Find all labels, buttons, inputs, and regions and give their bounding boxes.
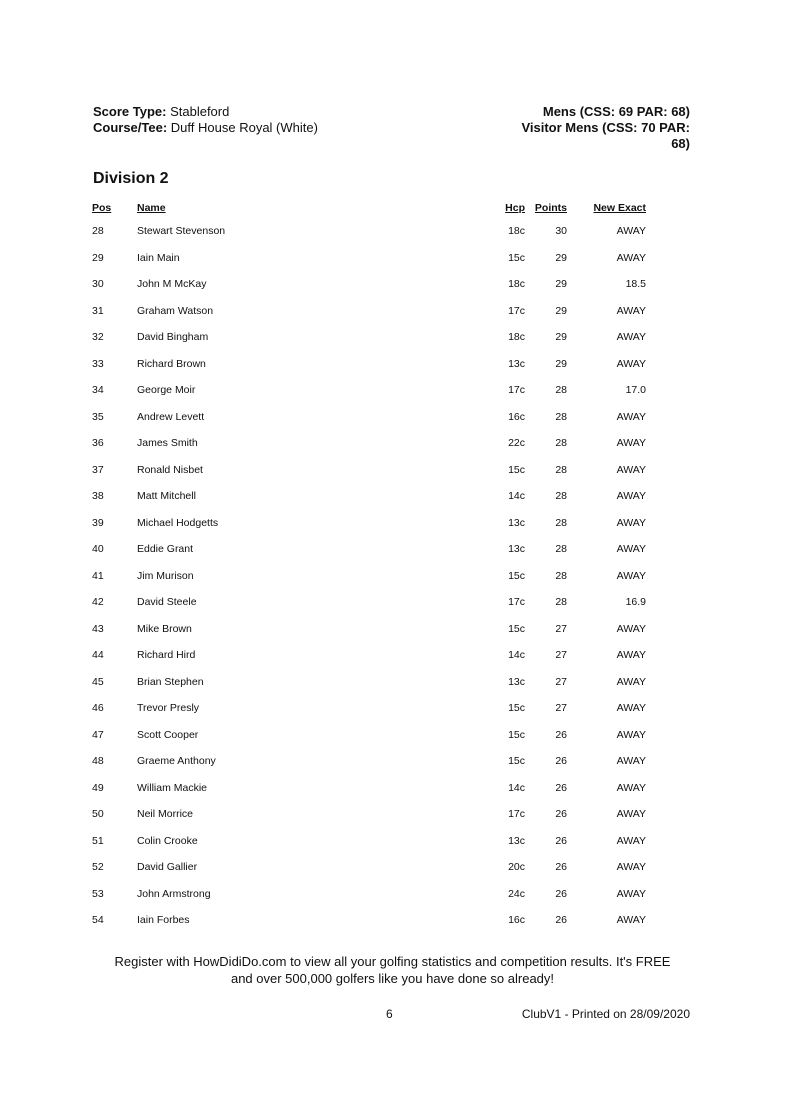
cell-points: 26 [555, 834, 567, 847]
cell-hcp: 14c [508, 781, 525, 794]
cell-new-exact: AWAY [616, 569, 646, 582]
cell-pos: 42 [92, 596, 104, 609]
cell-name: John Armstrong [137, 887, 211, 900]
cell-pos: 39 [92, 516, 104, 529]
table-row [85, 616, 646, 643]
table-row [85, 351, 646, 378]
visitor-mens-css-par-line1: Visitor Mens (CSS: 70 PAR: [521, 120, 690, 135]
cell-name: John M McKay [137, 278, 207, 291]
cell-points: 29 [555, 331, 567, 344]
course-tee-label: Course/Tee: [93, 120, 168, 135]
table-row [85, 801, 646, 828]
cell-pos: 43 [92, 622, 104, 635]
cell-new-exact: AWAY [616, 675, 646, 688]
cell-name: Colin Crooke [137, 834, 198, 847]
cell-name: Iain Forbes [137, 914, 190, 927]
table-row [85, 404, 646, 431]
cell-hcp: 15c [508, 755, 525, 768]
cell-pos: 38 [92, 490, 104, 503]
table-row [85, 563, 646, 590]
cell-pos: 29 [92, 251, 104, 264]
cell-points: 28 [555, 410, 567, 423]
cell-new-exact: AWAY [616, 808, 646, 821]
cell-hcp: 15c [508, 463, 525, 476]
cell-name: James Smith [137, 437, 198, 450]
cell-name: David Steele [137, 596, 197, 609]
cell-hcp: 24c [508, 887, 525, 900]
cell-hcp: 15c [508, 569, 525, 582]
table-row [85, 324, 646, 351]
cell-points: 26 [555, 914, 567, 927]
score-info [93, 104, 318, 136]
cell-hcp: 17c [508, 384, 525, 397]
cell-hcp: 15c [508, 251, 525, 264]
table-row [85, 536, 646, 563]
cell-pos: 34 [92, 384, 104, 397]
table-row [85, 854, 646, 881]
cell-pos: 53 [92, 887, 104, 900]
table-row [85, 483, 646, 510]
cell-points: 28 [555, 596, 567, 609]
cell-hcp: 15c [508, 622, 525, 635]
cell-name: Michael Hodgetts [137, 516, 219, 529]
table-row [85, 298, 646, 325]
column-header-new-exact[interactable]: New Exact [593, 202, 646, 214]
column-header-points[interactable]: Points [534, 202, 567, 214]
table-row [85, 457, 646, 484]
cell-hcp: 16c [508, 410, 525, 423]
cell-new-exact: AWAY [616, 543, 646, 556]
cell-name: Brian Stephen [137, 675, 204, 688]
cell-pos: 31 [92, 304, 104, 317]
cell-points: 28 [555, 516, 567, 529]
cell-pos: 52 [92, 861, 104, 874]
cell-hcp: 17c [508, 304, 525, 317]
cell-new-exact: 18.5 [625, 278, 646, 291]
results-table [85, 198, 646, 934]
cell-points: 28 [555, 569, 567, 582]
table-row [85, 642, 646, 669]
table-row [85, 828, 646, 855]
cell-name: Graeme Anthony [137, 755, 216, 768]
cell-hcp: 13c [508, 357, 525, 370]
cell-new-exact: AWAY [616, 331, 646, 344]
cell-hcp: 17c [508, 596, 525, 609]
cell-name: David Gallier [137, 861, 198, 874]
cell-points: 26 [555, 861, 567, 874]
cell-name: Matt Mitchell [137, 490, 196, 503]
visitor-mens-css-par-line2: 68) [671, 136, 690, 151]
cell-hcp: 18c [508, 225, 525, 238]
cell-points: 26 [555, 887, 567, 900]
cell-new-exact: AWAY [616, 225, 646, 238]
cell-name: Jim Murison [137, 569, 194, 582]
printed-info: ClubV1 - Printed on 28/09/2020 [521, 1007, 690, 1021]
cell-pos: 50 [92, 808, 104, 821]
cell-pos: 45 [92, 675, 104, 688]
cell-pos: 49 [92, 781, 104, 794]
cell-pos: 33 [92, 357, 104, 370]
cell-name: Trevor Presly [137, 702, 200, 715]
cell-new-exact: AWAY [616, 251, 646, 264]
course-tee-line [93, 120, 318, 136]
table-row [85, 218, 646, 245]
cell-name: Eddie Grant [137, 543, 194, 556]
table-row [85, 722, 646, 749]
cell-points: 29 [555, 357, 567, 370]
results-body [85, 218, 646, 934]
cell-name: Scott Cooper [137, 728, 199, 741]
cell-pos: 30 [92, 278, 104, 291]
cell-name: George Moir [137, 384, 196, 397]
cell-new-exact: AWAY [616, 304, 646, 317]
cell-new-exact: AWAY [616, 781, 646, 794]
cell-hcp: 14c [508, 490, 525, 503]
table-row [85, 695, 646, 722]
cell-hcp: 14c [508, 649, 525, 662]
cell-points: 29 [555, 251, 567, 264]
cell-pos: 51 [92, 834, 104, 847]
cell-points: 28 [555, 437, 567, 450]
cell-pos: 36 [92, 437, 104, 450]
division-title: Division 2 [93, 170, 169, 187]
cell-new-exact: AWAY [616, 410, 646, 423]
cell-name: Ronald Nisbet [137, 463, 203, 476]
cell-pos: 37 [92, 463, 104, 476]
cell-new-exact: AWAY [616, 490, 646, 503]
cell-new-exact: AWAY [616, 861, 646, 874]
cell-hcp: 22c [508, 437, 525, 450]
cell-new-exact: 17.0 [625, 384, 646, 397]
cell-name: David Bingham [137, 331, 209, 344]
cell-points: 28 [555, 384, 567, 397]
score-type-value: Stableford [170, 104, 230, 119]
cell-hcp: 20c [508, 861, 525, 874]
cell-new-exact: AWAY [616, 463, 646, 476]
page-number: 6 [386, 1007, 393, 1021]
table-row [85, 589, 646, 616]
cell-new-exact: AWAY [616, 728, 646, 741]
cell-pos: 32 [92, 331, 104, 344]
table-row [85, 430, 646, 457]
cell-hcp: 15c [508, 702, 525, 715]
mens-css-par: Mens (CSS: 69 PAR: 68) [542, 104, 690, 119]
cell-hcp: 13c [508, 834, 525, 847]
table-row [85, 245, 646, 272]
cell-hcp: 13c [508, 516, 525, 529]
cell-new-exact: AWAY [616, 649, 646, 662]
cell-name: Richard Brown [137, 357, 206, 370]
cell-hcp: 17c [508, 808, 525, 821]
cell-hcp: 18c [508, 278, 525, 291]
cell-pos: 28 [92, 225, 104, 238]
cell-points: 28 [555, 543, 567, 556]
cell-name: Iain Main [137, 251, 180, 264]
register-message-line1: Register with HowDidiDo.com to view all your golfing statistics and competition results. It's FREE [114, 954, 671, 969]
cell-pos: 35 [92, 410, 104, 423]
cell-points: 26 [555, 755, 567, 768]
register-message [95, 953, 690, 987]
cell-points: 27 [555, 675, 567, 688]
column-header-hcp[interactable]: Hcp [505, 202, 525, 214]
table-row [85, 748, 646, 775]
cell-new-exact: AWAY [616, 516, 646, 529]
cell-hcp: 13c [508, 543, 525, 556]
cell-new-exact: 16.9 [625, 596, 646, 609]
table-row [85, 881, 646, 908]
column-header-name[interactable]: Name [137, 202, 166, 214]
css-par-info [490, 104, 690, 152]
course-tee-value: Duff House Royal (White) [170, 120, 318, 135]
table-row [85, 271, 646, 298]
cell-points: 26 [555, 781, 567, 794]
cell-points: 27 [555, 622, 567, 635]
register-message-line2: and over 500,000 golfers like you have done so already! [230, 971, 555, 986]
cell-pos: 54 [92, 914, 104, 927]
cell-pos: 41 [92, 569, 104, 582]
table-row [85, 377, 646, 404]
cell-new-exact: AWAY [616, 437, 646, 450]
cell-pos: 47 [92, 728, 104, 741]
column-header-pos[interactable]: Pos [92, 202, 112, 214]
cell-points: 30 [555, 225, 567, 238]
cell-name: Stewart Stevenson [137, 225, 226, 238]
cell-pos: 40 [92, 543, 104, 556]
cell-pos: 48 [92, 755, 104, 768]
cell-name: Richard Hird [137, 649, 196, 662]
cell-name: Neil Morrice [137, 808, 194, 821]
cell-new-exact: AWAY [616, 357, 646, 370]
cell-points: 29 [555, 304, 567, 317]
cell-points: 29 [555, 278, 567, 291]
table-row [85, 669, 646, 696]
table-row [85, 510, 646, 537]
cell-new-exact: AWAY [616, 755, 646, 768]
table-row [85, 907, 646, 934]
cell-new-exact: AWAY [616, 914, 646, 927]
score-type-label: Score Type: [93, 104, 167, 119]
cell-points: 26 [555, 808, 567, 821]
table-row [85, 775, 646, 802]
cell-pos: 44 [92, 649, 104, 662]
cell-name: Graham Watson [137, 304, 214, 317]
cell-points: 27 [555, 702, 567, 715]
cell-hcp: 18c [508, 331, 525, 344]
cell-name: Mike Brown [137, 622, 192, 635]
cell-name: Andrew Levett [137, 410, 205, 423]
cell-new-exact: AWAY [616, 622, 646, 635]
cell-name: William Mackie [137, 781, 208, 794]
cell-pos: 46 [92, 702, 104, 715]
cell-new-exact: AWAY [616, 887, 646, 900]
cell-points: 28 [555, 490, 567, 503]
cell-points: 28 [555, 463, 567, 476]
cell-hcp: 15c [508, 728, 525, 741]
score-type-line [93, 104, 318, 120]
cell-hcp: 16c [508, 914, 525, 927]
cell-new-exact: AWAY [616, 702, 646, 715]
cell-hcp: 13c [508, 675, 525, 688]
table-header-row [85, 198, 646, 218]
cell-points: 27 [555, 649, 567, 662]
cell-new-exact: AWAY [616, 834, 646, 847]
cell-points: 26 [555, 728, 567, 741]
